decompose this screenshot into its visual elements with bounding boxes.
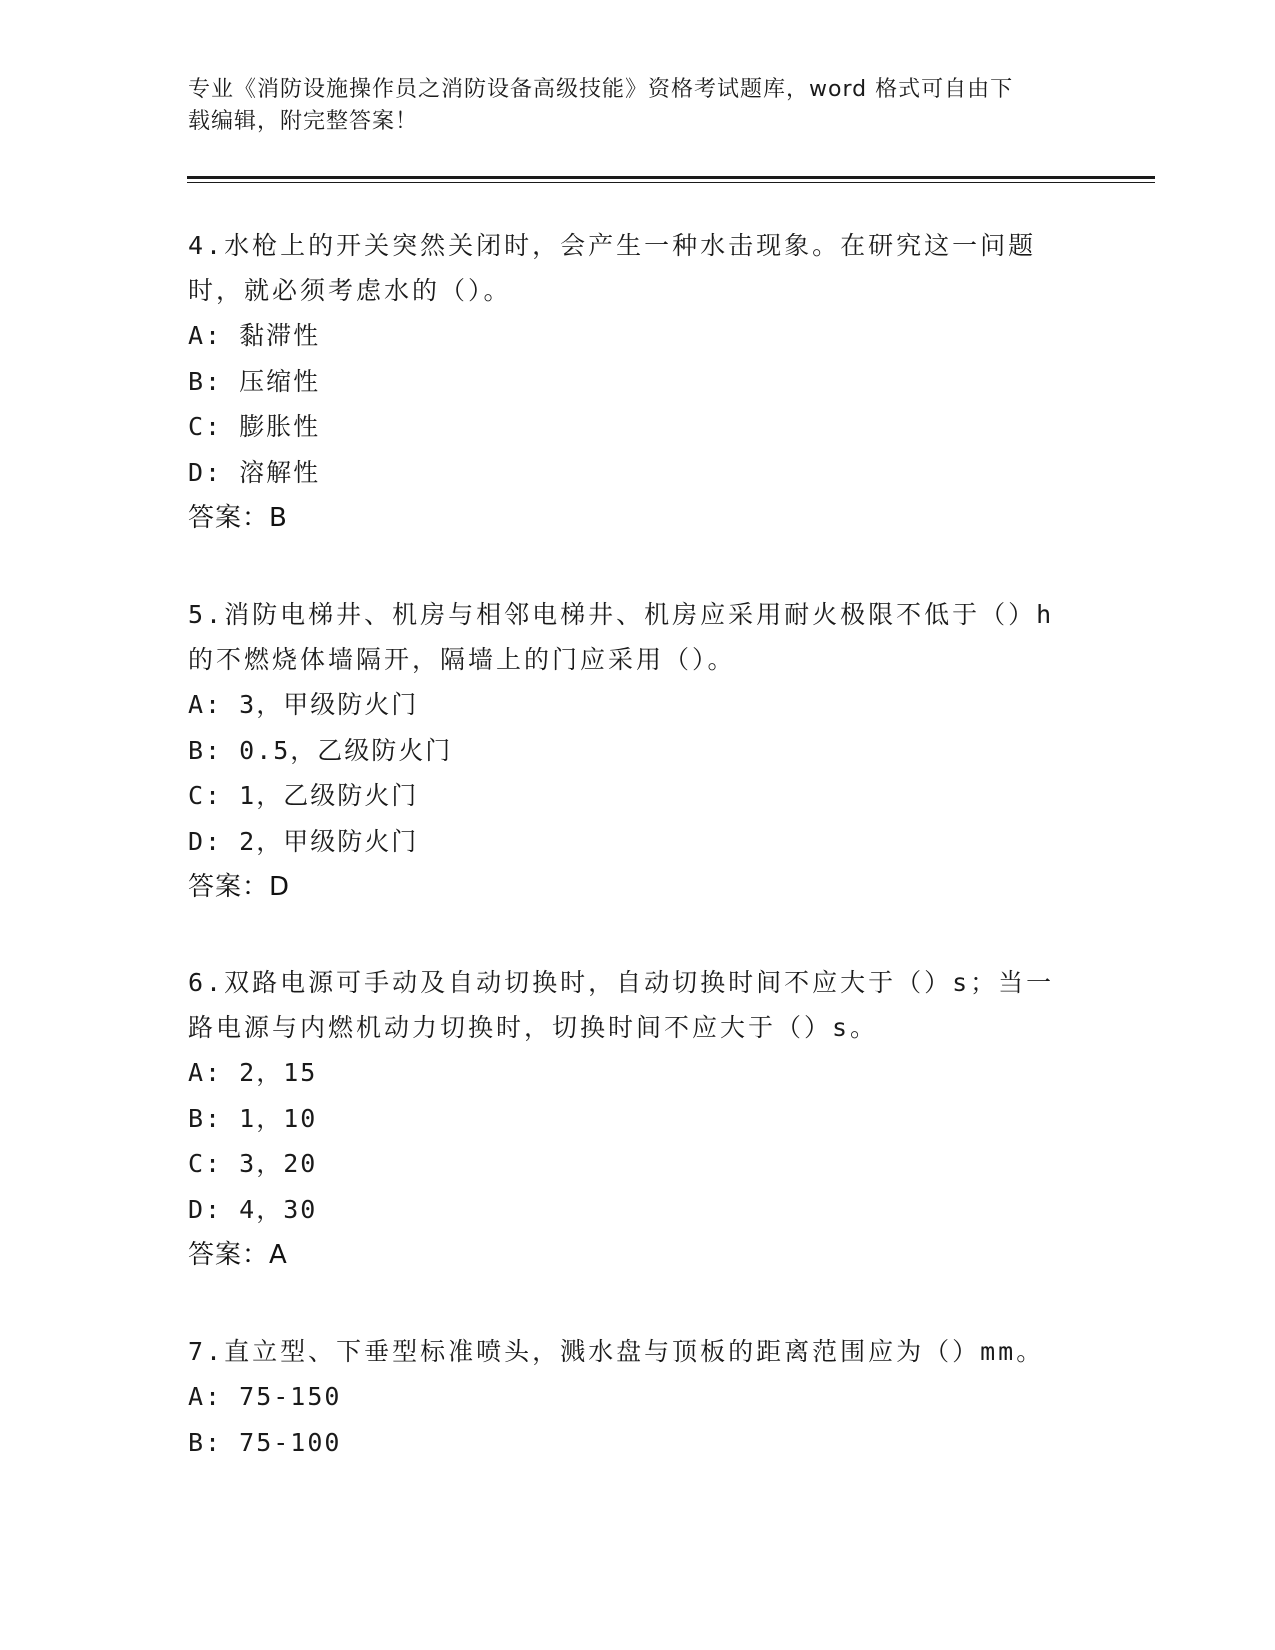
question-stem-line: 时，就必须考虑水的（）。 (188, 276, 512, 305)
question-stem-line: 的不燃烧体墙隔开，隔墙上的门应采用（）。 (188, 645, 736, 674)
question-7 (188, 1329, 1088, 1465)
header-line-1: 专业《消防设施操作员之消防设备高级技能》资格考试题库，word 格式可自由下 (188, 77, 1014, 102)
option-b: B: 75-100 (188, 1427, 342, 1457)
option-b: B: 0.5，乙级防火门 (188, 735, 453, 765)
question-6 (188, 960, 1088, 1278)
option-d: D: 2，甲级防火门 (188, 826, 419, 856)
option-b: B: 1，10 (188, 1103, 318, 1133)
question-stem-line: 7.直立型、下垂型标准喷头，溅水盘与顶板的距离范围应为（）mm。 (188, 1337, 1045, 1366)
option-d: D: 溶解性 (188, 457, 321, 487)
answer: 答案：A (188, 1240, 288, 1270)
option-c: C: 3，20 (188, 1149, 318, 1178)
question-stem-line: 6.双路电源可手动及自动切换时，自动切换时间不应大于（）s；当一 (188, 968, 1055, 997)
header-line-2: 载编辑，附完整答案！ (188, 109, 419, 134)
option-a: A: 2，15 (188, 1058, 318, 1087)
answer: 答案：B (188, 503, 288, 533)
option-a: A: 黏滞性 (188, 321, 321, 350)
option-b: B: 压缩性 (188, 366, 321, 396)
document-header (188, 74, 1068, 138)
option-a: A: 75-150 (188, 1382, 342, 1411)
header-divider-thick (187, 176, 1155, 179)
option-c: C: 1，乙级防火门 (188, 781, 419, 810)
option-a: A: 3，甲级防火门 (188, 690, 419, 719)
question-5 (188, 592, 1088, 910)
option-d: D: 4，30 (188, 1194, 318, 1224)
option-c: C: 膨胀性 (188, 412, 321, 441)
question-stem-line: 路电源与内燃机动力切换时，切换时间不应大于（）s。 (188, 1013, 879, 1042)
question-4 (188, 223, 1088, 541)
header-divider-thin (187, 182, 1155, 183)
answer: 答案：D (188, 872, 291, 902)
question-stem-line: 4.水枪上的开关突然关闭时，会产生一种水击现象。在研究这一问题 (188, 231, 1037, 260)
question-stem-line: 5.消防电梯井、机房与相邻电梯井、机房应采用耐火极限不低于（）h (188, 600, 1055, 629)
